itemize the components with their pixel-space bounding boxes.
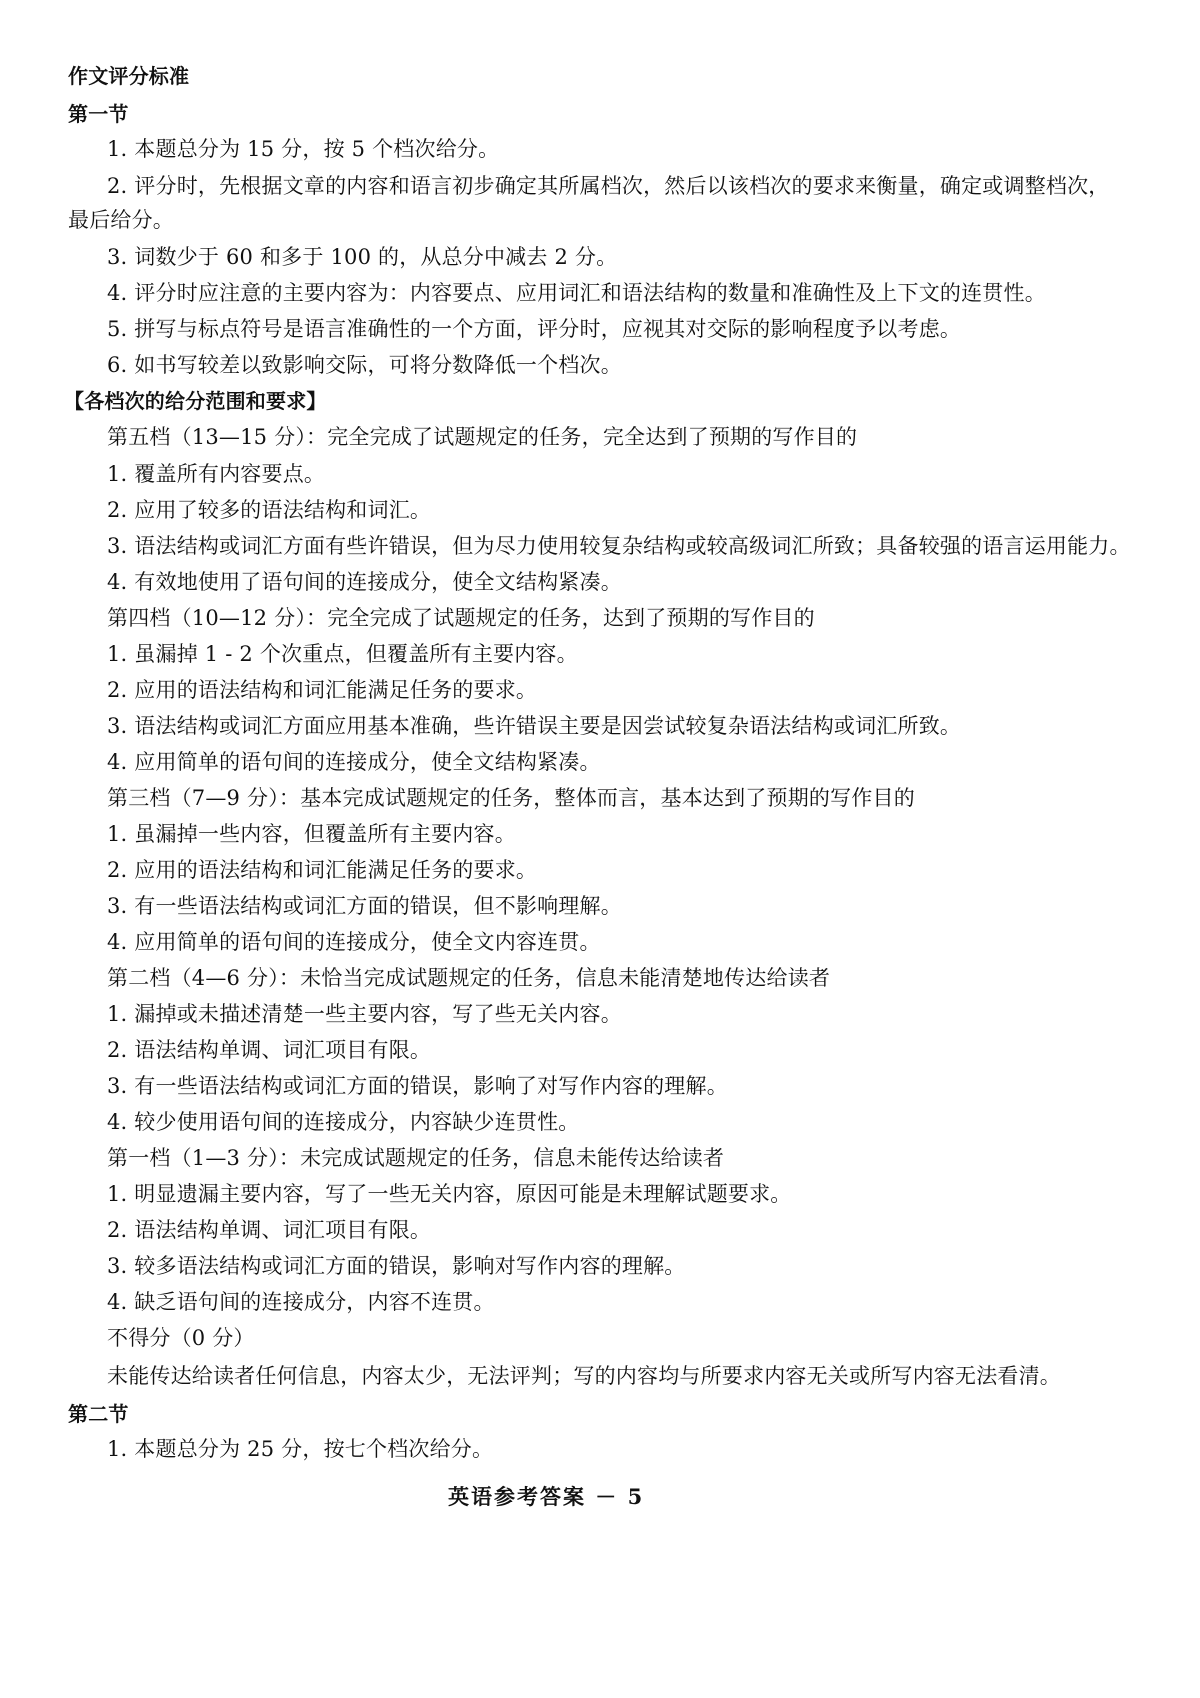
section-2-heading: 第二节 bbox=[68, 1402, 129, 1426]
band-1-item: 1. 明显遗漏主要内容，写了一些无关内容，原因可能是未理解试题要求。 bbox=[107, 1182, 792, 1206]
band-3-title: 第三档（7—9 分）：基本完成试题规定的任务，整体而言，基本达到了预期的写作目的 bbox=[107, 786, 915, 810]
band-3-item: 4. 应用简单的语句间的连接成分，使全文内容连贯。 bbox=[107, 930, 601, 954]
band-2-item: 2. 语法结构单调、词汇项目有限。 bbox=[107, 1038, 432, 1062]
band-1-title: 第一档（1—3 分）：未完成试题规定的任务，信息未能传达给读者 bbox=[107, 1146, 725, 1170]
band-2-item: 1. 漏掉或未描述清楚一些主要内容，写了些无关内容。 bbox=[107, 1002, 622, 1026]
band-3-item: 3. 有一些语法结构或词汇方面的错误，但不影响理解。 bbox=[107, 894, 622, 918]
band-5-item: 1. 覆盖所有内容要点。 bbox=[107, 462, 326, 486]
section-1-rule: 6. 如书写较差以致影响交际，可将分数降低一个档次。 bbox=[107, 353, 622, 377]
section-1-rule: 5. 拼写与标点符号是语言准确性的一个方面，评分时，应视其对交际的影响程度予以考虑。 bbox=[107, 317, 962, 341]
band-4-title: 第四档（10—12 分）：完全完成了试题规定的任务，达到了预期的写作目的 bbox=[107, 606, 815, 630]
section-1-rule: 1. 本题总分为 15 分，按 5 个档次给分。 bbox=[107, 137, 500, 161]
band-5-item: 4. 有效地使用了语句间的连接成分，使全文结构紧凑。 bbox=[107, 570, 622, 594]
band-4-item: 2. 应用的语法结构和词汇能满足任务的要求。 bbox=[107, 678, 538, 702]
band-3-item: 2. 应用的语法结构和词汇能满足任务的要求。 bbox=[107, 858, 538, 882]
section-1-rule: 4. 评分时应注意的主要内容为：内容要点、应用词汇和语法结构的数量和准确性及上下文的连贯性。 bbox=[107, 281, 1046, 305]
band-5-item: 3. 语法结构或词汇方面有些许错误，但为尽力使用较复杂结构或较高级词汇所致；具备较强的语言运用能力。 bbox=[107, 534, 1131, 558]
band-4-item: 1. 虽漏掉 1 - 2 个次重点，但覆盖所有主要内容。 bbox=[107, 642, 578, 666]
document-title: 作文评分标准 bbox=[68, 64, 190, 88]
band-5-item: 2. 应用了较多的语法结构和词汇。 bbox=[107, 498, 432, 522]
section-1-rule: 3. 词数少于 60 和多于 100 的，从总分中减去 2 分。 bbox=[107, 245, 618, 269]
section-2-rule: 1. 本题总分为 25 分，按七个档次给分。 bbox=[107, 1437, 494, 1461]
section-1-rule: 2. 评分时，先根据文章的内容和语言初步确定其所属档次，然后以该档次的要求来衡量，确定或调整档次， bbox=[107, 174, 1110, 198]
band-1-item: 4. 缺乏语句间的连接成分，内容不连贯。 bbox=[107, 1290, 495, 1314]
band-0-title: 不得分（0 分） bbox=[107, 1326, 255, 1350]
band-5-title: 第五档（13—15 分）：完全完成了试题规定的任务，完全达到了预期的写作目的 bbox=[107, 425, 858, 449]
band-0-text: 未能传达给读者任何信息，内容太少，无法评判；写的内容均与所要求内容无关或所写内容无法看清。 bbox=[107, 1364, 1061, 1388]
band-2-item: 4. 较少使用语句间的连接成分，内容缺少连贯性。 bbox=[107, 1110, 580, 1134]
section-1-heading: 第一节 bbox=[68, 102, 129, 126]
bands-heading: 【各档次的给分范围和要求】 bbox=[64, 389, 327, 413]
band-4-item: 4. 应用简单的语句间的连接成分，使全文结构紧凑。 bbox=[107, 750, 601, 774]
band-2-title: 第二档（4—6 分）：未恰当完成试题规定的任务，信息未能清楚地传达给读者 bbox=[107, 966, 831, 990]
section-1-rule-continuation: 最后给分。 bbox=[68, 208, 174, 232]
band-3-item: 1. 虽漏掉一些内容，但覆盖所有主要内容。 bbox=[107, 822, 516, 846]
band-4-item: 3. 语法结构或词汇方面应用基本准确，些许错误主要是因尝试较复杂语法结构或词汇所致。 bbox=[107, 714, 962, 738]
band-2-item: 3. 有一些语法结构或词汇方面的错误，影响了对写作内容的理解。 bbox=[107, 1074, 728, 1098]
page-footer: 英语参考答案 － 5 bbox=[448, 1484, 645, 1509]
band-1-item: 2. 语法结构单调、词汇项目有限。 bbox=[107, 1218, 432, 1242]
band-1-item: 3. 较多语法结构或词汇方面的错误，影响对写作内容的理解。 bbox=[107, 1254, 686, 1278]
